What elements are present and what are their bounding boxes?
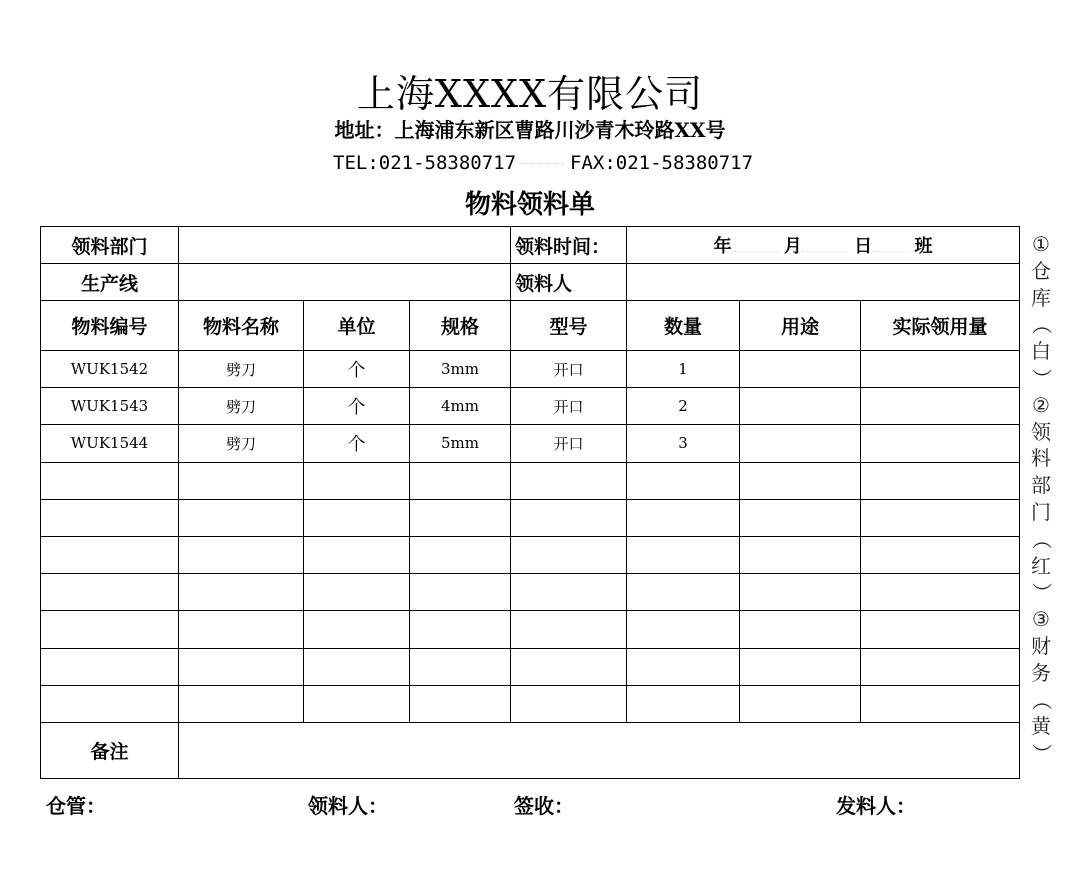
cell-code[interactable] [41,648,179,685]
cell-use[interactable] [740,611,861,648]
cell-model[interactable] [511,574,627,611]
dept-value-field[interactable] [179,227,511,264]
col-header-qty: 数量 [627,301,740,351]
company-name: 上海XXXX有限公司 [356,72,704,116]
tel-number: TEL:021-58380717 [333,152,517,174]
cell-use[interactable] [740,574,861,611]
cell-model[interactable] [511,648,627,685]
cell-qty[interactable]: 1 [627,351,740,388]
cell-model[interactable]: 开口 [511,351,627,388]
remarks-field[interactable] [179,722,1020,778]
cell-use[interactable] [740,685,861,722]
cell-spec[interactable] [410,536,511,573]
table-row [41,574,1020,611]
form-title: 物料领料单 [464,190,595,220]
cell-qty[interactable] [627,648,740,685]
cell-name[interactable] [179,462,304,499]
cell-code[interactable] [41,536,179,573]
remarks-label: 备注 [41,722,179,778]
line-label: 生产线 [41,264,179,301]
cell-code[interactable]: WUK1544 [41,425,179,462]
cell-qty[interactable] [627,499,740,536]
cell-spec[interactable] [410,648,511,685]
cell-name[interactable] [179,499,304,536]
cell-actual[interactable] [861,462,1020,499]
cell-unit[interactable] [304,648,410,685]
cell-spec[interactable]: 5mm [410,425,511,462]
cell-code[interactable] [41,685,179,722]
item-rows [41,351,1020,723]
date-month-label: 月 [783,236,802,257]
col-header-actual: 实际领用量 [861,301,1020,351]
line-value-field[interactable] [179,264,511,301]
cell-actual[interactable] [861,536,1020,573]
cell-unit[interactable] [304,499,410,536]
dept-label: 领料部门 [41,227,179,264]
date-year-label: 年 [713,236,732,257]
col-header-spec: 规格 [410,301,511,351]
cell-use[interactable] [740,388,861,425]
cell-unit[interactable] [304,574,410,611]
receiver-value-field[interactable] [627,264,1020,301]
cell-spec[interactable] [410,685,511,722]
remarks-row [41,722,1020,778]
cell-spec[interactable]: 4mm [410,388,511,425]
cell-use[interactable] [740,462,861,499]
table-row [41,388,1020,425]
cell-unit[interactable] [304,685,410,722]
cell-spec[interactable]: 3mm [410,351,511,388]
cell-model[interactable]: 开口 [511,388,627,425]
cell-qty[interactable] [627,574,740,611]
time-label: 领料时间： [511,227,627,264]
table-row [41,685,1020,722]
cell-qty[interactable] [627,536,740,573]
cell-name[interactable] [179,685,304,722]
cell-code[interactable] [41,499,179,536]
cell-actual[interactable] [861,351,1020,388]
company-address: 地址：上海浦东新区曹路川沙青木玲路XX号 [334,118,726,142]
copy-distribution-note: ① 仓 库 （ 白 ） ② 领 料 部 门 （ 红 ） ③ 财 务 （ 黄 ） [1029,232,1054,764]
col-header-code: 物料编号 [41,301,179,351]
table-row [41,425,1020,462]
cell-use[interactable] [740,499,861,536]
date-shift-label: 班 [914,236,933,257]
cell-code[interactable]: WUK1542 [41,351,179,388]
cell-unit[interactable] [304,462,410,499]
cell-unit[interactable] [304,611,410,648]
cell-code[interactable]: WUK1543 [41,388,179,425]
cell-model[interactable] [511,611,627,648]
cell-spec[interactable] [410,611,511,648]
table-row [41,462,1020,499]
cell-name[interactable] [179,574,304,611]
table-row [41,499,1020,536]
date-day-label: 日 [854,236,873,257]
col-header-unit: 单位 [304,301,410,351]
issuer-signature-label: 发料人： [836,794,916,818]
cell-model[interactable] [511,536,627,573]
cell-code[interactable] [41,462,179,499]
col-header-name: 物料名称 [179,301,304,351]
fax-number: FAX:021-58380717 [570,152,754,174]
cell-unit[interactable]: 个 [304,425,410,462]
cell-actual[interactable] [861,685,1020,722]
cell-model[interactable] [511,462,627,499]
receiver-label: 领料人 [511,264,627,301]
cell-name[interactable] [179,611,304,648]
requisition-table [40,226,1020,779]
cell-name[interactable]: 劈刀 [179,425,304,462]
cell-qty[interactable] [627,685,740,722]
info-row-line [41,264,1020,301]
cell-spec[interactable] [410,499,511,536]
table-row [41,536,1020,573]
receiver-signature-label: 领料人： [308,794,388,818]
cell-unit[interactable]: 个 [304,388,410,425]
cell-name[interactable] [179,536,304,573]
table-row [41,351,1020,388]
cell-name[interactable]: 劈刀 [179,351,304,388]
cell-actual[interactable] [861,611,1020,648]
cell-actual[interactable] [861,499,1020,536]
cell-use[interactable] [740,536,861,573]
cell-qty[interactable] [627,462,740,499]
column-header-row [41,301,1020,351]
info-row-dept [41,227,1020,264]
cell-model[interactable]: 开口 [511,425,627,462]
table-row [41,611,1020,648]
col-header-use: 用途 [740,301,861,351]
cell-qty[interactable]: 2 [627,388,740,425]
cell-unit[interactable]: 个 [304,351,410,388]
table-row [41,648,1020,685]
cell-unit[interactable] [304,536,410,573]
cell-actual[interactable] [861,648,1020,685]
cell-name[interactable]: 劈刀 [179,388,304,425]
cell-actual[interactable] [861,425,1020,462]
cell-model[interactable] [511,685,627,722]
contact-line [333,150,753,176]
cell-code[interactable] [41,611,179,648]
cell-qty[interactable] [627,611,740,648]
cell-use[interactable] [740,648,861,685]
contact-separator [522,163,564,164]
sign-off-label: 签收： [514,794,574,818]
cell-name[interactable] [179,648,304,685]
signature-footer [0,790,1080,820]
cell-actual[interactable] [861,574,1020,611]
cell-use[interactable] [740,351,861,388]
cell-actual[interactable] [861,388,1020,425]
col-header-model: 型号 [511,301,627,351]
cell-use[interactable] [740,425,861,462]
cell-model[interactable] [511,499,627,536]
date-field[interactable] [627,227,1020,264]
cell-spec[interactable] [410,462,511,499]
cell-code[interactable] [41,574,179,611]
cell-spec[interactable] [410,574,511,611]
warehouse-signature-label: 仓管： [46,794,106,818]
cell-qty[interactable]: 3 [627,425,740,462]
